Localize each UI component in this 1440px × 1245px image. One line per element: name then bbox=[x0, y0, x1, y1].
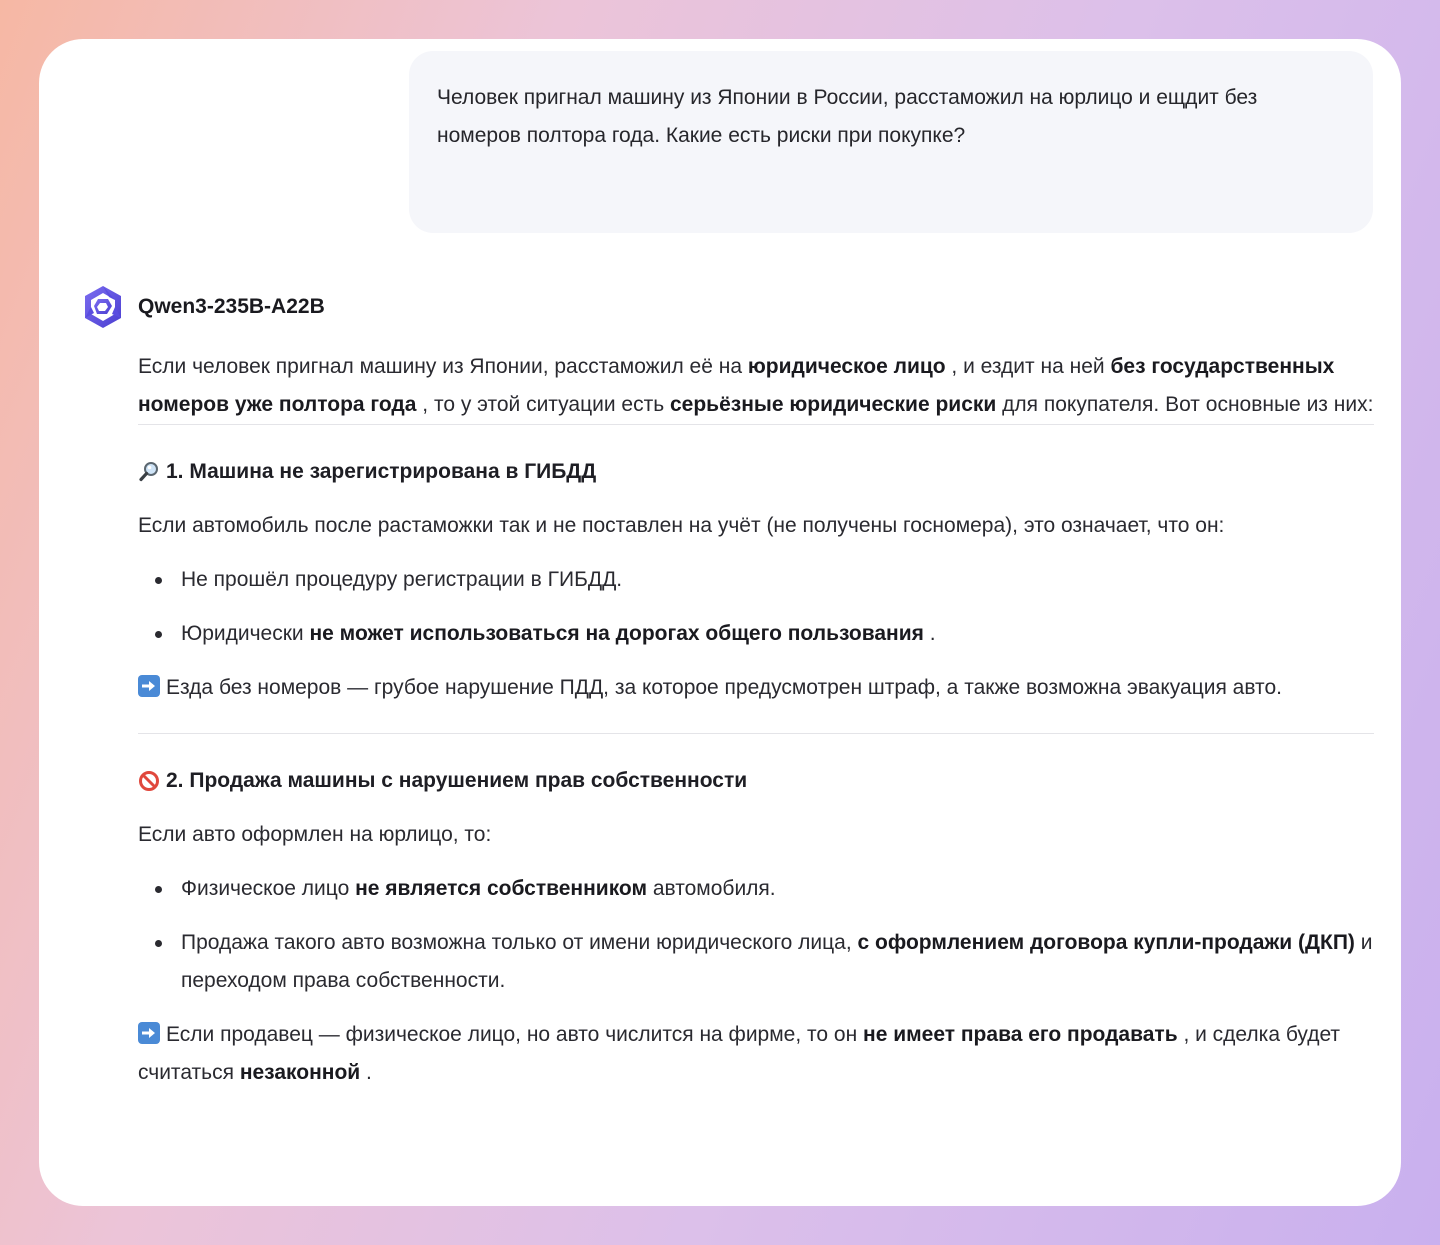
list-item-text: и переходом права собственности. bbox=[181, 931, 1373, 992]
model-name: Qwen3-235B-A22B bbox=[138, 295, 325, 318]
list-item-text: . bbox=[923, 622, 936, 645]
section-2-note-text: , и сделка будет считаться bbox=[138, 1023, 1341, 1084]
list-item-text: Юридически bbox=[181, 622, 310, 645]
intro-text-2: , и ездит на ней bbox=[945, 355, 1111, 378]
list-item-text: Физическое лицо bbox=[181, 877, 356, 900]
magnifier-icon bbox=[138, 461, 160, 483]
assistant-header bbox=[80, 284, 325, 330]
section-2-note-text: . bbox=[360, 1061, 372, 1084]
section-2-paragraph: Если авто оформлен на юрлицо, то: bbox=[138, 823, 492, 846]
section-2-note-bold: не имеет права его продавать bbox=[863, 1023, 1178, 1046]
divider bbox=[138, 733, 1374, 734]
intro-text-1: Если человек пригнал машину из Японии, расстаможил её на bbox=[138, 355, 748, 378]
bullet-dot bbox=[155, 577, 162, 584]
arrow-right-icon bbox=[138, 675, 160, 697]
list-item-bold: не является собственником bbox=[355, 877, 648, 900]
bullet-dot bbox=[155, 886, 162, 893]
intro-text-3: , то у этой ситуации есть bbox=[416, 393, 670, 416]
section-1-list bbox=[138, 561, 1374, 653]
list-item-text: Продажа такого авто возможна только от имени юридического лица, bbox=[181, 931, 858, 954]
section-1-paragraph: Если автомобиль после растаможки так и не поставлен на учёт (не получены госномера), это означает, что он: bbox=[138, 514, 1225, 537]
list-item bbox=[138, 870, 1374, 908]
section-1-note bbox=[138, 669, 1374, 707]
section-2-list bbox=[138, 870, 1374, 1000]
list-item bbox=[138, 561, 1374, 599]
section-2-heading bbox=[138, 762, 1374, 800]
list-item-bold: не может использоваться на дорогах общего пользования bbox=[309, 622, 924, 645]
bullet-dot bbox=[155, 940, 162, 947]
section-2-note-bold: незаконной bbox=[239, 1061, 361, 1084]
section-1-note-text: Езда без номеров — грубое нарушение ПДД, за которое предусмотрен штраф, а также возможна эвакуация авто. bbox=[166, 676, 1282, 699]
list-item bbox=[138, 615, 1374, 653]
section-2-note bbox=[138, 1016, 1374, 1092]
prohibited-icon bbox=[138, 770, 160, 792]
bullet-dot bbox=[155, 631, 162, 638]
list-item-text: Не прошёл процедуру регистрации в ГИБДД. bbox=[181, 568, 623, 591]
section-1-title: 1. Машина не зарегистрирована в ГИБДД bbox=[166, 460, 597, 483]
list-item bbox=[138, 924, 1374, 1000]
user-message-bubble bbox=[409, 51, 1373, 233]
qwen-logo-icon bbox=[80, 284, 126, 330]
intro-text-4: для покупателя. Вот основные из них: bbox=[996, 393, 1374, 416]
section-1-heading bbox=[138, 453, 1374, 491]
chat-card bbox=[39, 39, 1401, 1206]
user-message-text: Человек пригнал машину из Японии в России, расстаможил на юрлицо и ещдит без номеров полтора года. Какие есть риски при покупке? bbox=[437, 86, 1258, 147]
intro-bold-3: серьёзные юридические риски bbox=[670, 393, 997, 416]
arrow-right-icon bbox=[138, 1022, 160, 1044]
intro-paragraph bbox=[138, 348, 1374, 424]
intro-bold-2: без государственных номеров уже полтора года bbox=[138, 355, 1335, 416]
assistant-response bbox=[138, 348, 1374, 1092]
section-2-note-text: Если продавец — физическое лицо, но авто числится на фирме, то он bbox=[166, 1023, 864, 1046]
list-item-text: автомобиля. bbox=[647, 877, 776, 900]
divider bbox=[138, 424, 1374, 425]
section-2-title: 2. Продажа машины с нарушением прав собственности bbox=[166, 769, 748, 792]
list-item-bold: с оформлением договора купли-продажи (ДКП) bbox=[857, 931, 1355, 954]
intro-bold-1: юридическое лицо bbox=[747, 355, 946, 378]
